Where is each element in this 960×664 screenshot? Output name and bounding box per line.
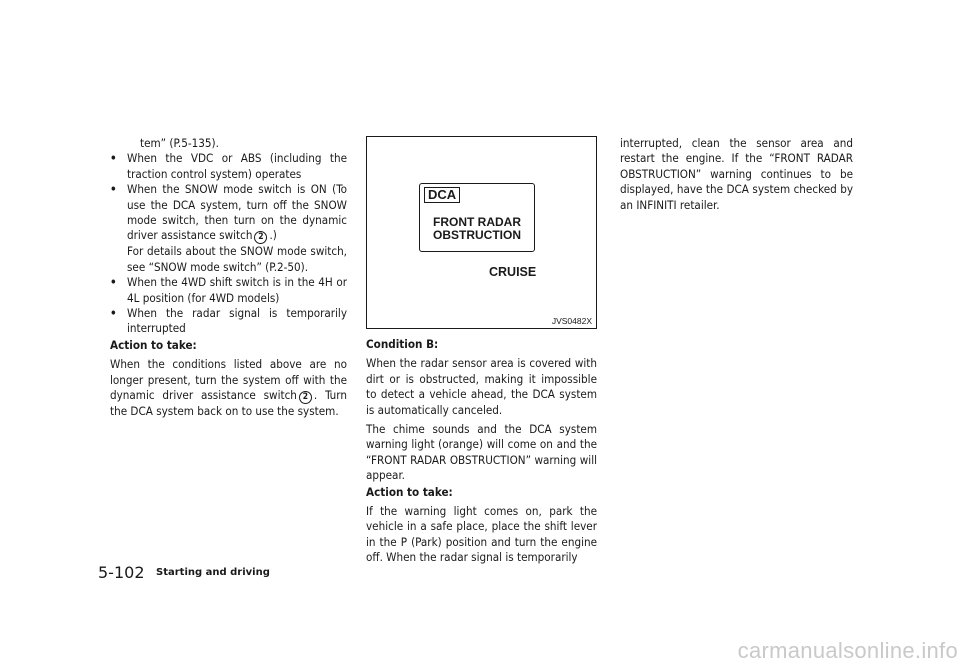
callout-2-icon: 2 — [299, 391, 312, 404]
action-text-middle: If the warning light comes on, park the vehicle in a safe place, place the shift lever in the P (Park) position and turn the engine off. When the radar signal is temporarily — [366, 504, 597, 565]
warning-display-figure — [366, 136, 597, 329]
snow-mode-details: For details about the SNOW mode switch, see “SNOW mode switch” (P.2-50). — [127, 244, 347, 274]
bullet-4wd: • When the 4WD shift switch is in the 4H or 4L position (for 4WD models) — [110, 275, 347, 306]
chime-text: The chime sounds and the DCA system warning light (orange) will come on and the “FRONT RADAR OBSTRUCTION” warning will appear. — [366, 422, 597, 483]
action-heading-middle: Action to take: — [366, 484, 453, 499]
page-number: 5-102 — [98, 563, 145, 582]
condition-b-text: When the radar sensor area is covered with dirt or is obstructed, making it impossible to detect a vehicle ahead, the DCA system is automatically canceled. — [366, 356, 597, 417]
watermark: carmanualsonline.info — [737, 638, 958, 663]
callout-2-icon: 2 — [254, 231, 267, 244]
action-text-left — [110, 357, 347, 419]
right-column-text: interrupted, clean the sensor area and restart the engine. If the “FRONT RADAR OBSTRUCTION” warning continues to be displayed, have the DCA system checked by an INFINITI retailer. — [620, 136, 853, 212]
cruise-indicator: CRUISE — [489, 265, 537, 279]
continued-line: tem” (P.5-135). — [140, 136, 219, 150]
bullet-vdc-abs: • When the VDC or ABS (including the traction control system) operates — [110, 151, 347, 182]
action-text-b: . Turn the DCA system back on to use the system. — [110, 388, 347, 419]
section-title: Starting and driving — [156, 567, 270, 578]
bullet-radar-interrupted: • When the radar signal is temporarily interrupted — [110, 306, 347, 337]
front-radar-obstruction-message — [420, 216, 534, 242]
warning-line-2: OBSTRUCTION — [433, 228, 521, 242]
bullet-snow-mode — [110, 182, 347, 244]
bullet-snow-end: .) — [269, 228, 277, 243]
bullet-snow-text: When the SNOW mode switch is ON (To use the DCA system, turn off the SNOW mode switch, then turn on the dynamic driver assistance switch — [127, 182, 347, 243]
right-column — [620, 136, 853, 213]
middle-column — [366, 336, 597, 566]
dca-label: DCA — [424, 187, 460, 203]
condition-b-heading: Condition B: — [366, 337, 439, 351]
left-column — [110, 136, 347, 420]
figure-code: JVS0482X — [551, 316, 592, 326]
dca-warning-panel — [419, 183, 535, 252]
action-heading-left: Action to take: — [110, 337, 197, 352]
action-text-a: When the conditions listed above are no longer present, turn the system off with the dynamic driver assistance switch — [110, 357, 347, 403]
warning-line-1: FRONT RADAR — [433, 215, 521, 229]
